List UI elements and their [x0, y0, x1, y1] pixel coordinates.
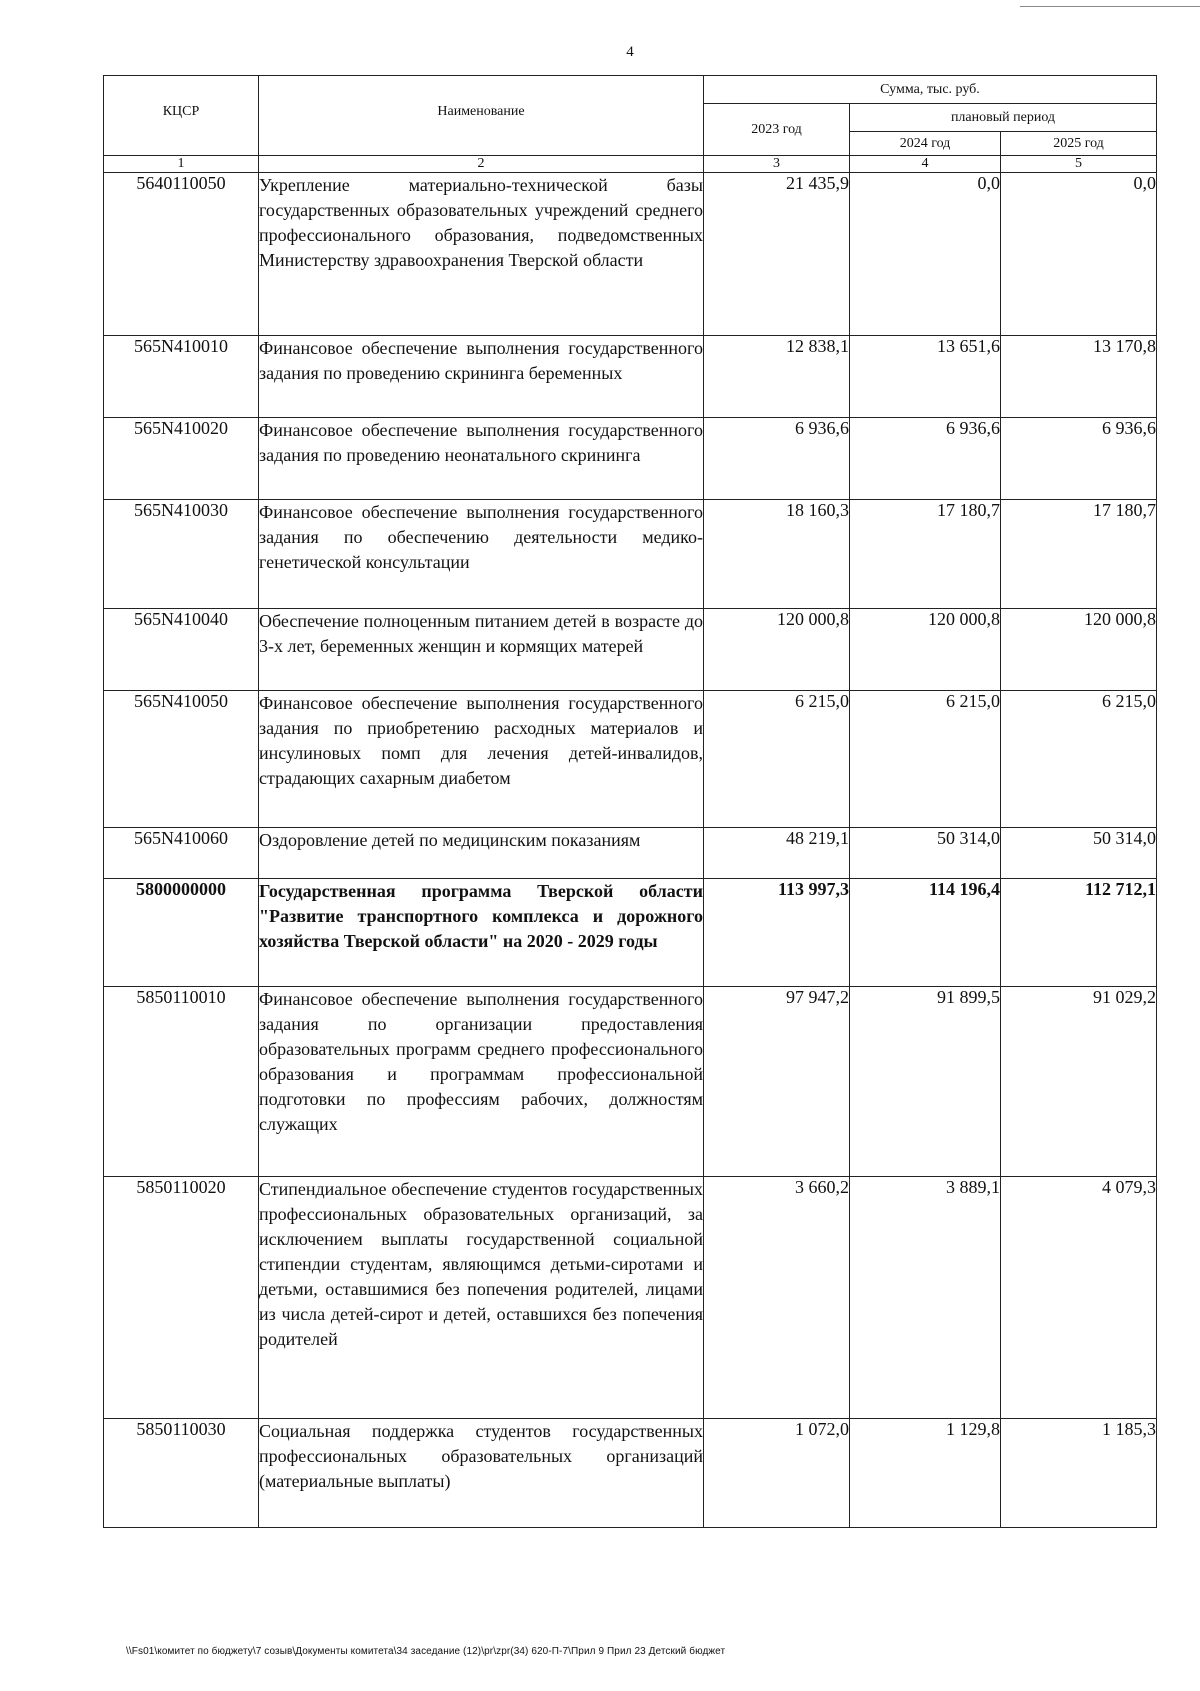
row-code: 565N410010 [104, 336, 259, 418]
row-amount-2023: 3 660,2 [704, 1177, 850, 1419]
row-name: Финансовое обеспечение выполнения государственного задания по проведению неонатального скрининга [259, 418, 704, 500]
header-num-4: 4 [850, 156, 1001, 173]
row-amount-2025: 4 079,3 [1001, 1177, 1157, 1419]
row-amount-2025: 50 314,0 [1001, 828, 1157, 879]
row-amount-2023: 18 160,3 [704, 500, 850, 609]
row-amount-2023: 1 072,0 [704, 1419, 850, 1528]
row-amount-2025: 6 215,0 [1001, 691, 1157, 828]
table-row [104, 418, 1157, 500]
table-row [104, 500, 1157, 609]
row-code: 565N410020 [104, 418, 259, 500]
table-row [104, 173, 1157, 336]
table-row [104, 691, 1157, 828]
header-code: КЦСР [104, 76, 259, 156]
row-amount-2025: 91 029,2 [1001, 987, 1157, 1177]
row-amount-2025: 13 170,8 [1001, 336, 1157, 418]
row-code: 565N410040 [104, 609, 259, 691]
row-code: 565N410060 [104, 828, 259, 879]
header-sum: Сумма, тыс. руб. [704, 76, 1157, 104]
header-2024: 2024 год [850, 132, 1001, 156]
row-amount-2023: 113 997,3 [704, 879, 850, 987]
table-body [104, 173, 1157, 1528]
row-code: 565N410050 [104, 691, 259, 828]
table-row [104, 1419, 1157, 1528]
row-amount-2024: 13 651,6 [850, 336, 1001, 418]
page-number: 4 [626, 44, 634, 60]
header-num-2: 2 [259, 156, 704, 173]
row-amount-2024: 17 180,7 [850, 500, 1001, 609]
row-name: Финансовое обеспечение выполнения государственного задания по проведению скрининга беременных [259, 336, 704, 418]
row-amount-2024: 6 936,6 [850, 418, 1001, 500]
table-row [104, 336, 1157, 418]
row-amount-2023: 6 936,6 [704, 418, 850, 500]
table-header [104, 76, 1157, 173]
row-amount-2024: 91 899,5 [850, 987, 1001, 1177]
row-amount-2024: 114 196,4 [850, 879, 1001, 987]
header-name: Наименование [259, 76, 704, 156]
row-amount-2023: 48 219,1 [704, 828, 850, 879]
row-code: 5800000000 [104, 879, 259, 987]
row-code: 5640110050 [104, 173, 259, 336]
row-amount-2025: 120 000,8 [1001, 609, 1157, 691]
row-amount-2024: 0,0 [850, 173, 1001, 336]
row-code: 5850110030 [104, 1419, 259, 1528]
row-amount-2023: 120 000,8 [704, 609, 850, 691]
row-amount-2023: 21 435,9 [704, 173, 850, 336]
row-code: 5850110020 [104, 1177, 259, 1419]
budget-table [103, 75, 1157, 1528]
table-row [104, 1177, 1157, 1419]
row-name: Финансовое обеспечение выполнения государственного задания по организации предоставления образовательных программ среднего профессионального образования и программам профессиональной подготовки по профессиям рабочих, должностям служащих [259, 987, 704, 1177]
table-row [104, 987, 1157, 1177]
table-row [104, 828, 1157, 879]
header-num-3: 3 [704, 156, 850, 173]
row-amount-2025: 17 180,7 [1001, 500, 1157, 609]
row-name: Оздоровление детей по медицинским показаниям [259, 828, 704, 879]
row-amount-2023: 6 215,0 [704, 691, 850, 828]
row-name: Стипендиальное обеспечение студентов государственных профессиональных образовательных организаций, за исключением выплаты государственной социальной стипендии студентам, являющимся детьми-сиротами и детьми, оставшимися без попечения родителей, лицами из числа детей-сирот и детей, оставшихся без попечения родителей [259, 1177, 704, 1419]
row-amount-2025: 0,0 [1001, 173, 1157, 336]
row-amount-2024: 3 889,1 [850, 1177, 1001, 1419]
table-row [104, 609, 1157, 691]
row-amount-2025: 112 712,1 [1001, 879, 1157, 987]
row-amount-2024: 6 215,0 [850, 691, 1001, 828]
header-2025: 2025 год [1001, 132, 1157, 156]
row-amount-2023: 12 838,1 [704, 336, 850, 418]
row-amount-2025: 1 185,3 [1001, 1419, 1157, 1528]
footer-file-path: \\Fs01\комитет по бюджету\7 созыв\Документы комитета\34 заседание (12)\pr\zpr(34) 620-П-7\Прил 9 Прил 23 Детский бюджет [126, 1646, 726, 1657]
row-amount-2024: 1 129,8 [850, 1419, 1001, 1528]
row-amount-2023: 97 947,2 [704, 987, 850, 1177]
row-amount-2024: 50 314,0 [850, 828, 1001, 879]
row-amount-2025: 6 936,6 [1001, 418, 1157, 500]
row-name: Социальная поддержка студентов государственных профессиональных образовательных организаций (материальные выплаты) [259, 1419, 704, 1528]
header-num-5: 5 [1001, 156, 1157, 173]
row-code: 565N410030 [104, 500, 259, 609]
row-name: Финансовое обеспечение выполнения государственного задания по обеспечению деятельности медико-генетической консультации [259, 500, 704, 609]
header-2023: 2023 год [704, 104, 850, 156]
header-planned-period: плановый период [850, 104, 1157, 132]
row-name: Финансовое обеспечение выполнения государственного задания по приобретению расходных материалов и инсулиновых помп для лечения детей-инвалидов, страдающих сахарным диабетом [259, 691, 704, 828]
header-num-1: 1 [104, 156, 259, 173]
row-code: 5850110010 [104, 987, 259, 1177]
row-name: Государственная программа Тверской области "Развитие транспортного комплекса и дорожного хозяйства Тверской области" на 2020 - 2029 годы [259, 879, 704, 987]
table-row-program [104, 879, 1157, 987]
scan-edge-mark [1020, 6, 1200, 9]
row-amount-2024: 120 000,8 [850, 609, 1001, 691]
row-name: Обеспечение полноценным питанием детей в возрасте до 3-х лет, беременных женщин и кормящих матерей [259, 609, 704, 691]
row-name: Укрепление материально-технической базы государственных образовательных учреждений среднего профессионального образования, подведомственных Министерству здравоохранения Тверской области [259, 173, 704, 336]
